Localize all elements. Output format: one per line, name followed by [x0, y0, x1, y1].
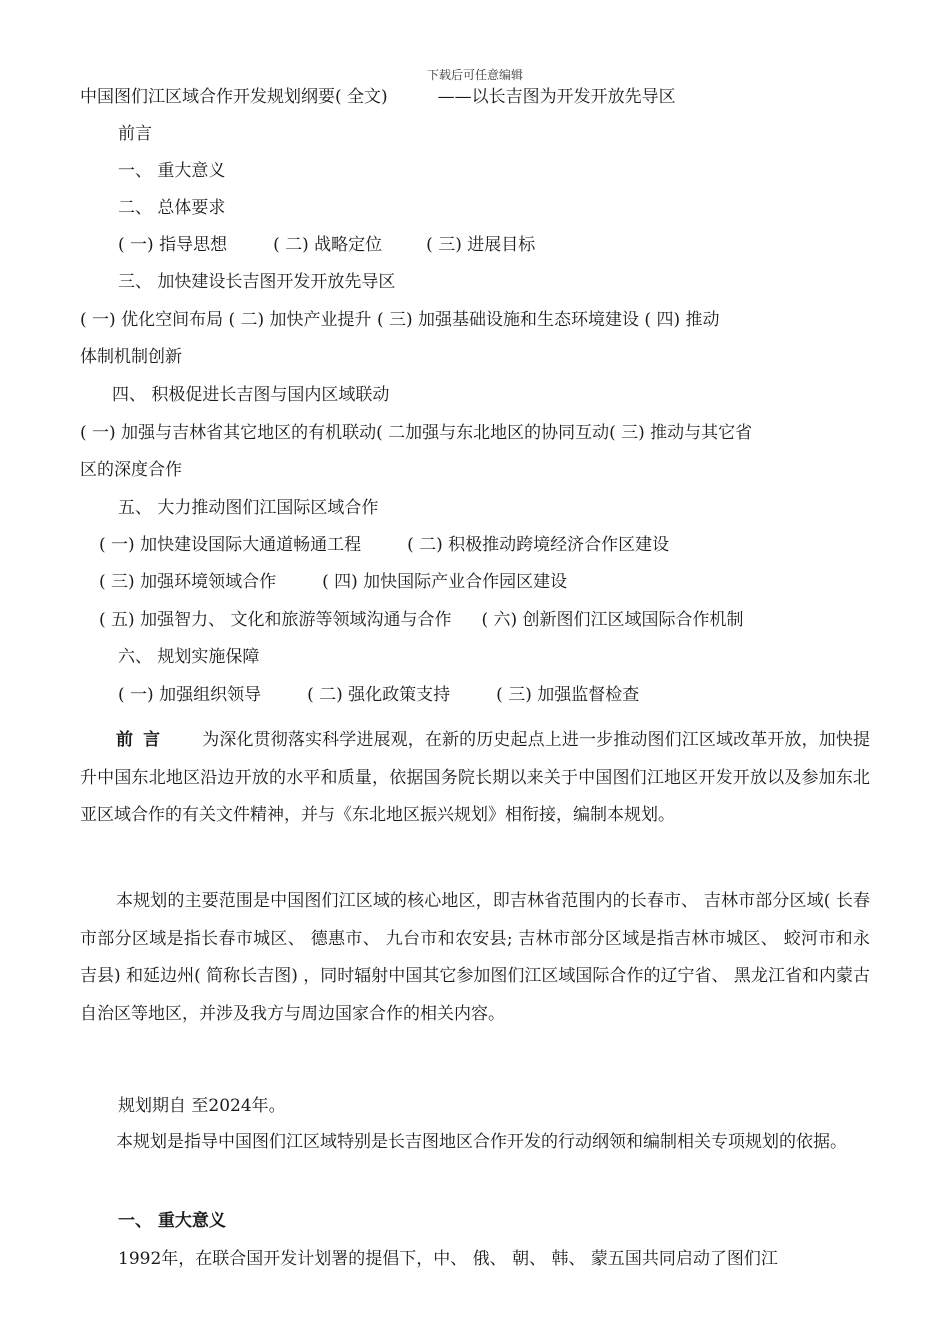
preface-text: 为深化贯彻落实科学进展观，在新的历史起点上进一步推动图们江区域改革开放，加快提升中国东北地区沿边开放的水平和质量，依据国务院长期以来关于中国图们江地区开发开放以及参加东北亚区域合作的有关文件精神，并与《东北地区振兴规划》相衔接，编制本规划。	[80, 730, 871, 825]
toc-section-6-items	[118, 684, 639, 706]
toc-section-5-row3	[99, 609, 744, 631]
toc-section-2-items	[118, 234, 535, 256]
preface-paragraph	[80, 722, 870, 835]
toc-section-4-items-line2: 区的深度合作	[80, 460, 182, 480]
toc-item: ( 一) 加强组织领导	[118, 685, 262, 705]
section-1-text: 1992年，在联合国开发计划署的提倡下，中、 俄、 朝、 韩、 蒙五国共同启动了图们江	[118, 1249, 778, 1269]
toc-item: ( 一) 加快建设国际大通道畅通工程	[99, 535, 362, 555]
preface-heading: 前 言	[116, 730, 163, 750]
document-title	[80, 86, 676, 108]
toc-item: ( 三) 加强监督检查	[496, 685, 640, 705]
toc-item: ( 五) 加强智力、 文化和旅游等领域沟通与合作	[99, 610, 452, 630]
basis-paragraph: 本规划是指导中国图们江区域特别是长吉图地区合作开发的行动纲领和编制相关专项规划的依据。	[116, 1132, 847, 1152]
toc-item: ( 四) 加快国际产业合作园区建设	[322, 572, 568, 592]
toc-section-5-row1	[99, 534, 669, 556]
toc-section-5: 五、 大力推动图们江国际区域合作	[118, 498, 379, 518]
section-1-heading: 一、 重大意义	[118, 1211, 226, 1231]
period-paragraph: 规划期自 至2024年。	[118, 1096, 286, 1116]
toc-item: ( 二) 战略定位	[273, 235, 383, 255]
toc-item: ( 二) 强化政策支持	[307, 685, 451, 705]
toc-section-1: 一、 重大意义	[118, 161, 226, 181]
toc-section-4: 四、 积极促进长吉图与国内区域联动	[112, 385, 390, 405]
toc-item: ( 三) 进展目标	[426, 235, 536, 255]
toc-section-3: 三、 加快建设长吉图开发开放先导区	[118, 272, 396, 292]
header-note: 下载后可任意编辑	[426, 68, 523, 82]
toc-section-6: 六、 规划实施保障	[118, 647, 260, 667]
scope-paragraph: 本规划的主要范围是中国图们江区域的核心地区，即吉林省范围内的长春市、 吉林市部分区域( 长春市部分区域是指长春市城区、 德惠市、 九台市和农安县; 吉林市部分区域是指吉林市城区、 蛟河市和永吉县) 和延边州( 简称长吉图) ，同时辐射中国其它参加图们江区域国际合作的辽宁省、 黑龙江省和内蒙古自治区等地区，并涉及我方与周边国家合作的相关内容。	[80, 891, 870, 1024]
toc-preface: 前言	[118, 124, 152, 144]
toc-item: ( 六) 创新图们江区域国际合作机制	[481, 610, 744, 630]
title-main: 中国图们江区域合作开发规划纲要( 全文)	[80, 87, 388, 107]
toc-section-5-row2	[99, 571, 567, 593]
title-sub: ——以长吉图为开发开放先导区	[437, 87, 676, 107]
toc-section-3-items-line2: 体制机制创新	[80, 347, 182, 367]
toc-section-3-items-line1: ( 一) 优化空间布局 ( 二) 加快产业提升 ( 三) 加强基础设施和生态环境建设 ( 四) 推动	[80, 310, 720, 330]
toc-item: ( 一) 指导思想	[118, 235, 228, 255]
toc-section-2: 二、 总体要求	[118, 198, 226, 218]
toc-section-4-items-line1: ( 一) 加强与吉林省其它地区的有机联动( 二加强与东北地区的协同互动( 三) 推动与其它省	[80, 423, 753, 443]
toc-item: ( 三) 加强环境领域合作	[99, 572, 277, 592]
toc-item: ( 二) 积极推动跨境经济合作区建设	[407, 535, 670, 555]
